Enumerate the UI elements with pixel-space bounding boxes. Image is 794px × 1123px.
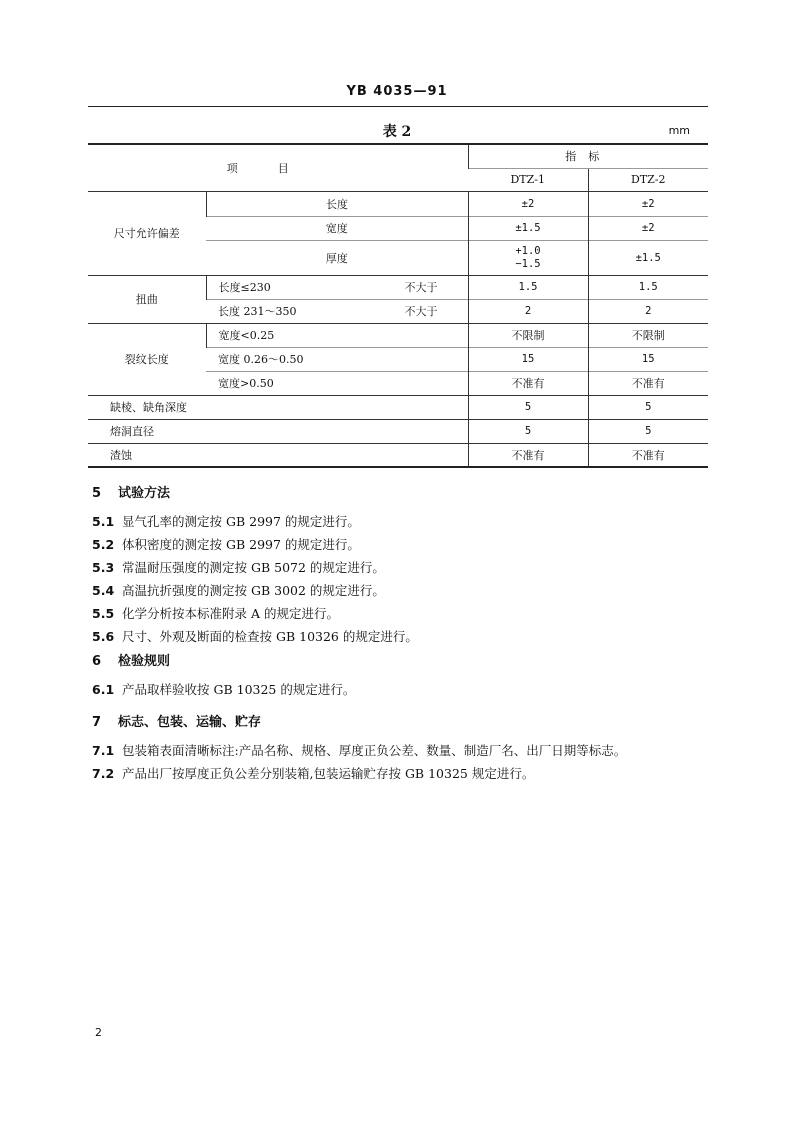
- twist-r1-condition: [206, 275, 468, 299]
- table-title: 表 2: [382, 124, 412, 140]
- section-6-number: 6: [92, 654, 102, 669]
- clause-number: 5.6: [92, 629, 115, 644]
- section-6-heading: [92, 650, 170, 669]
- clause-number: 6.1: [92, 682, 115, 697]
- section-5-number: 5: [92, 486, 102, 501]
- hole-diameter-label: 熔洞直径: [88, 419, 468, 443]
- section-7-number: 7: [92, 715, 102, 730]
- clause-5-6: [92, 627, 418, 645]
- size-length-dtz2: ±2: [588, 191, 708, 216]
- clause-5-5: [92, 604, 339, 622]
- hole-diameter-dtz2: 5: [588, 419, 708, 443]
- clause-number: 5.2: [92, 537, 115, 552]
- table-row: [88, 191, 708, 216]
- twist-r2-condition: [206, 299, 468, 323]
- table-row: [88, 395, 708, 419]
- size-length-label: 长度: [206, 191, 468, 216]
- clause-number: 5.5: [92, 606, 115, 621]
- group-crack-label: 裂纹长度: [88, 323, 206, 395]
- crack-r1-dtz2: 不限制: [588, 323, 708, 347]
- size-thickness-label: 厚度: [206, 240, 468, 275]
- section-7-title: 标志、包装、运输、贮存: [118, 715, 262, 730]
- twist-r2-limit-text: 不大于: [404, 305, 438, 318]
- header-index: 指标: [468, 144, 708, 168]
- edge-depth-dtz2: 5: [588, 395, 708, 419]
- clause-number: 5.3: [92, 560, 115, 575]
- slag-erosion-label: 渣蚀: [88, 443, 468, 467]
- table-row: [88, 323, 708, 347]
- size-thickness-dtz2: ±1.5: [588, 240, 708, 275]
- clause-text: 产品出厂按厚度正负公差分别装箱,包装运输贮存按 GB 10325 规定进行。: [122, 766, 535, 781]
- table-row: [88, 275, 708, 299]
- size-length-dtz1: ±2: [468, 191, 588, 216]
- twist-r1-dtz2: 1.5: [588, 275, 708, 299]
- clause-5-2: [92, 535, 360, 553]
- header-rule: [88, 106, 708, 107]
- header-dtz1: DTZ-1: [468, 168, 588, 191]
- page-number: 2: [95, 1026, 102, 1039]
- clause-text: 化学分析按本标准附录 A 的规定进行。: [122, 606, 339, 621]
- clause-text: 包装箱表面清晰标注:产品名称、规格、厚度正负公差、数量、制造厂名、出厂日期等标志。: [122, 743, 627, 758]
- thickness-lower-tolerance: −1.5: [515, 257, 541, 270]
- spec-table: [88, 143, 708, 468]
- clause-5-1: [92, 512, 360, 530]
- clause-6-1: [92, 680, 355, 698]
- table-row: [88, 419, 708, 443]
- twist-r1-limit-text: 不大于: [404, 281, 438, 294]
- clause-text: 产品取样验收按 GB 10325 的规定进行。: [122, 682, 356, 697]
- size-width-label: 宽度: [206, 216, 468, 240]
- edge-depth-dtz1: 5: [468, 395, 588, 419]
- clause-5-3: [92, 558, 385, 576]
- clause-7-2: [92, 764, 534, 782]
- section-7-heading: [92, 711, 261, 730]
- crack-r3-condition: 宽度>0.50: [206, 371, 468, 395]
- table-row: [88, 443, 708, 467]
- size-thickness-dtz1: [468, 240, 588, 275]
- table-unit: mm: [668, 124, 690, 137]
- clause-text: 常温耐压强度的测定按 GB 5072 的规定进行。: [122, 560, 385, 575]
- clause-text: 尺寸、外观及断面的检查按 GB 10326 的规定进行。: [122, 629, 418, 644]
- size-width-dtz2: ±2: [588, 216, 708, 240]
- crack-r1-dtz1: 不限制: [468, 323, 588, 347]
- clause-7-1: [92, 741, 626, 759]
- thickness-upper-tolerance: +1.0: [515, 244, 541, 257]
- crack-r1-condition: 宽度<0.25: [206, 323, 468, 347]
- header-dtz2: DTZ-2: [588, 168, 708, 191]
- twist-r1-dtz1: 1.5: [468, 275, 588, 299]
- clause-number: 5.4: [92, 583, 115, 598]
- group-size-label: 尺寸允许偏差: [88, 191, 206, 275]
- size-width-dtz1: ±1.5: [468, 216, 588, 240]
- standard-code: YB 4035—91: [346, 84, 448, 99]
- clause-number: 7.2: [92, 766, 115, 781]
- section-6-title: 检验规则: [118, 654, 171, 669]
- clause-text: 显气孔率的测定按 GB 2997 的规定进行。: [122, 514, 360, 529]
- clause-text: 高温抗折强度的测定按 GB 3002 的规定进行。: [122, 583, 385, 598]
- edge-depth-label: 缺棱、缺角深度: [88, 395, 468, 419]
- group-twist-label: 扭曲: [88, 275, 206, 323]
- section-5-title: 试验方法: [118, 486, 171, 501]
- clause-text: 体积密度的测定按 GB 2997 的规定进行。: [122, 537, 360, 552]
- clause-5-4: [92, 581, 385, 599]
- clause-number: 5.1: [92, 514, 115, 529]
- header-item: 项目: [88, 144, 468, 191]
- twist-r2-dtz1: 2: [468, 299, 588, 323]
- crack-r2-dtz1: 15: [468, 347, 588, 371]
- hole-diameter-dtz1: 5: [468, 419, 588, 443]
- twist-r1-cond-text: 长度≤230: [218, 281, 271, 294]
- section-5-heading: [92, 482, 170, 501]
- clause-number: 7.1: [92, 743, 115, 758]
- slag-erosion-dtz1: 不准有: [468, 443, 588, 467]
- slag-erosion-dtz2: 不准有: [588, 443, 708, 467]
- twist-r2-dtz2: 2: [588, 299, 708, 323]
- crack-r3-dtz1: 不准有: [468, 371, 588, 395]
- twist-r2-cond-text: 长度 231～350: [218, 305, 297, 318]
- crack-r2-dtz2: 15: [588, 347, 708, 371]
- crack-r2-condition: 宽度 0.26～0.50: [206, 347, 468, 371]
- crack-r3-dtz2: 不准有: [588, 371, 708, 395]
